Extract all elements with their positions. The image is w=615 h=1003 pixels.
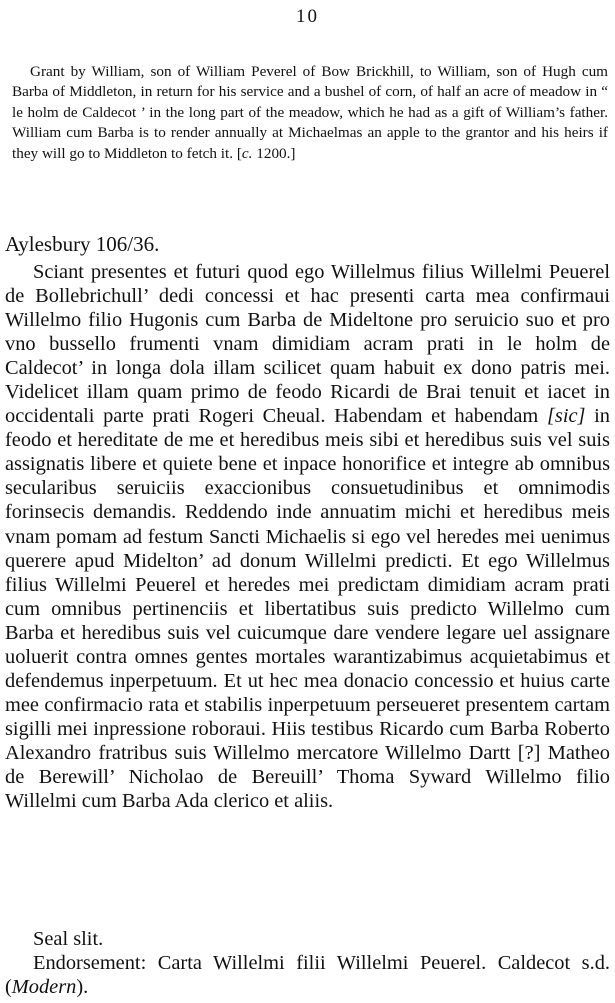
endorsement-text: Endorsement: Carta Willelmi filii Willelmi Peuerel. Caldecot s.d. ( bbox=[5, 952, 610, 998]
source-reference: Aylesbury 106/36. bbox=[5, 232, 160, 256]
charter-text-part1: Sciant presentes et futuri quod ego Willelmus filius Willelmi Peuerel de Bollebrichull’ dedi concessi et hac presenti carta mea confirmaui Willelmo filio Hugonis cum Barba de Mideltone pro seruicio suo et pro vno bussello frumenti vnam dimidiam acram prati in le holm de Caldecot’ in longa dola illam scilicet quam habuit ex dono patris mei. Videlicet illam quam primo de feodo Ricardi de Brai tenuit et iacet in occidentali parte prati Rogeri Cheual. Habendam et habendam bbox=[5, 261, 610, 428]
charter-text bbox=[5, 260, 610, 813]
summary-date-open: [ bbox=[236, 144, 242, 162]
summary-date-circa: c. bbox=[241, 144, 253, 162]
english-summary bbox=[12, 62, 608, 164]
summary-text: Grant by William, son of William Peverel of Bow Brickhill, to William, son of Hugh cum Barba of Middleton, in return for his service and a bushel of corn, of half an acre of meadow in “ le holm de Caldecot ’ in the long part of the meadow, which he had as a gift of William’s father. William cum Barba is to render annually at Michaelmas an apple to the grantor and his heirs if they will go to Middleton to fetch it. bbox=[12, 63, 608, 162]
endorsement-modern: Modern bbox=[11, 976, 77, 998]
endorsement-close: ). bbox=[76, 976, 89, 998]
charter-text-part2: in feodo et hereditate de me et heredibus meis sibi et heredibus suis vel suis assignatis libere et quiete bene et inpace honorifice et integre ab omnibus secularibus seruiciis exaccionibus consuetudinibus et omnimodis forinsecis demandis. Reddendo inde annuatim michi et heredibus meis vnam pomam ad festum Sancti Michaelis si ego vel heredes mei uenimus querere apud Midelton’ ad donum Willelmi predicti. Et ego Willelmus filius Willelmi Peuerel et heredes mei predictam dimidiam acram prati cum omnibus pertinenciis et libertatibus suis predicto Willelmo cum Barba et heredibus suis vel cuicumque dare vendere legare uel assignare uoluerit contra omnes gentes mortales warantizabimus acquietabimus et defendemus inperpetuum. Et ut hec mea donacio concessio et huius carte mee confirmacio rata et stabilis inperpetuum perseueret presentem cartam sigilli mei inpressione roboraui. Hiis testibus Ricardo cum Barba Roberto Alexandro fratribus suis Willelmo mercatore Willelmo Dartt [?] Matheo de Berewill’ Nicholao de Bereuill’ Thoma Syward Willelmo filio Willelmi cum Barba Ada clerico et aliis. bbox=[5, 405, 610, 813]
page-number: 10 bbox=[296, 6, 319, 27]
endorsement-note bbox=[5, 951, 610, 999]
seal-note: Seal slit. bbox=[33, 928, 104, 950]
summary-date-value: 1200.] bbox=[252, 144, 296, 162]
sic-note: [sic] bbox=[546, 405, 586, 428]
